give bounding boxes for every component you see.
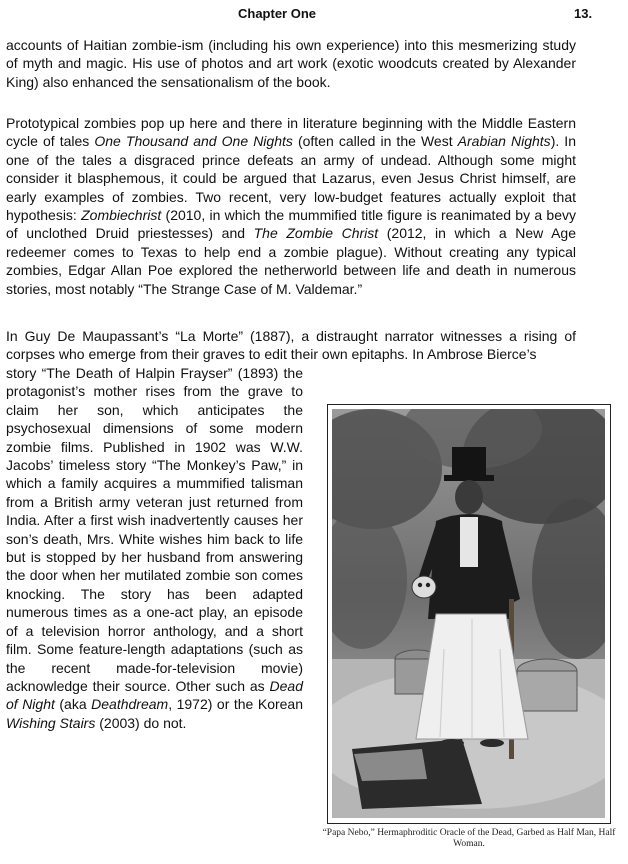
text-run: (often called in the West — [292, 133, 458, 150]
italic-title: Zombiechrist — [81, 207, 162, 224]
text-run: ). In one of the tales a disgraced prince defeats an army of undead. Although some might consider it blasphemous, it could be argued that Lazarus, even Jesus Christ himself, are early examples of zombies. Two recent, very low-budget features actually exploit that hypothesis: — [6, 133, 576, 224]
chapter-title: Chapter One — [238, 6, 317, 21]
text-run: , 1972) or the Korean — [168, 696, 303, 713]
italic-title: The Zombie Christ — [253, 225, 379, 242]
paragraph-1: accounts of Haitian zombie-ism (including his own experience) into this mesmerizing study of myth and magic. His use of photos and art work (exotic woodcuts created by Alexander King) also enhanced the sensationalism of the book. — [6, 37, 576, 90]
paragraph-3-head: In Guy De Maupassant’s “La Morte” (1887), a distraught narrator witnesses a rising of corpses who emerge from their graves to edit their own epitaphs. In Ambrose Bierce’s — [6, 328, 576, 363]
page-number: 13. — [574, 6, 593, 21]
text-run: story “The Death of Halpin Frayser” (1893) the protagonist’s mother rises from the grave to claim her son, which anticipates the psychosexual dimensions of some modern zombie films. Published in 1902 was W.W. Jacobs’ timeless story “The Monkey’s Paw,” in which a family acquires a mummified talisman from a British army veteran just returned from India. After a first wish inadvertently causes her son’s death, Mrs. White wishes him back to life but is stopped by her husband from answering the door when her mutilated zombie son comes knocking. The story has been adapted numerous times as a one-act play, an episode of a television horror anthology, and a short film. Some feature-length adaptations (such as the recent made-for-television movie) acknowledge their source. Other such as — [6, 365, 303, 694]
italic-title: Arabian Nights — [457, 133, 551, 150]
text-run: (2010, in which the mummified title figure is reanimated by a bevy of unclothed Druid priestesses) and — [6, 207, 576, 242]
text-run: Prototypical zombies pop up here and there in literature beginning with the Middle Eastern cycle of tales — [6, 115, 576, 150]
italic-title: One Thousand and One Nights — [94, 133, 293, 150]
photo-figure — [327, 404, 611, 824]
text-run: (aka — [54, 696, 92, 713]
paragraph-3-column — [6, 364, 303, 732]
text-run: (2012, in which a New Age redeemer comes to Texas to help end a zombie plague). Without creating any typical zombies, Edgar Allan Poe explored the netherworld between life and death in numerous stories, most notably “The Strange Case of M. Valdemar.” — [6, 225, 576, 297]
figure-caption: “Papa Nebo,” Hermaphroditic Oracle of the Dead, Garbed as Half Man, Half Woman. — [322, 828, 616, 849]
italic-title: Dead of Night — [6, 677, 303, 713]
text-run: (2003) do not. — [95, 714, 187, 731]
italic-title: Wishing Stairs — [6, 714, 96, 731]
papa-nebo-photo — [332, 409, 605, 818]
running-head — [0, 6, 628, 26]
italic-title: Deathdream — [91, 696, 169, 713]
paragraph-2 — [6, 114, 576, 298]
